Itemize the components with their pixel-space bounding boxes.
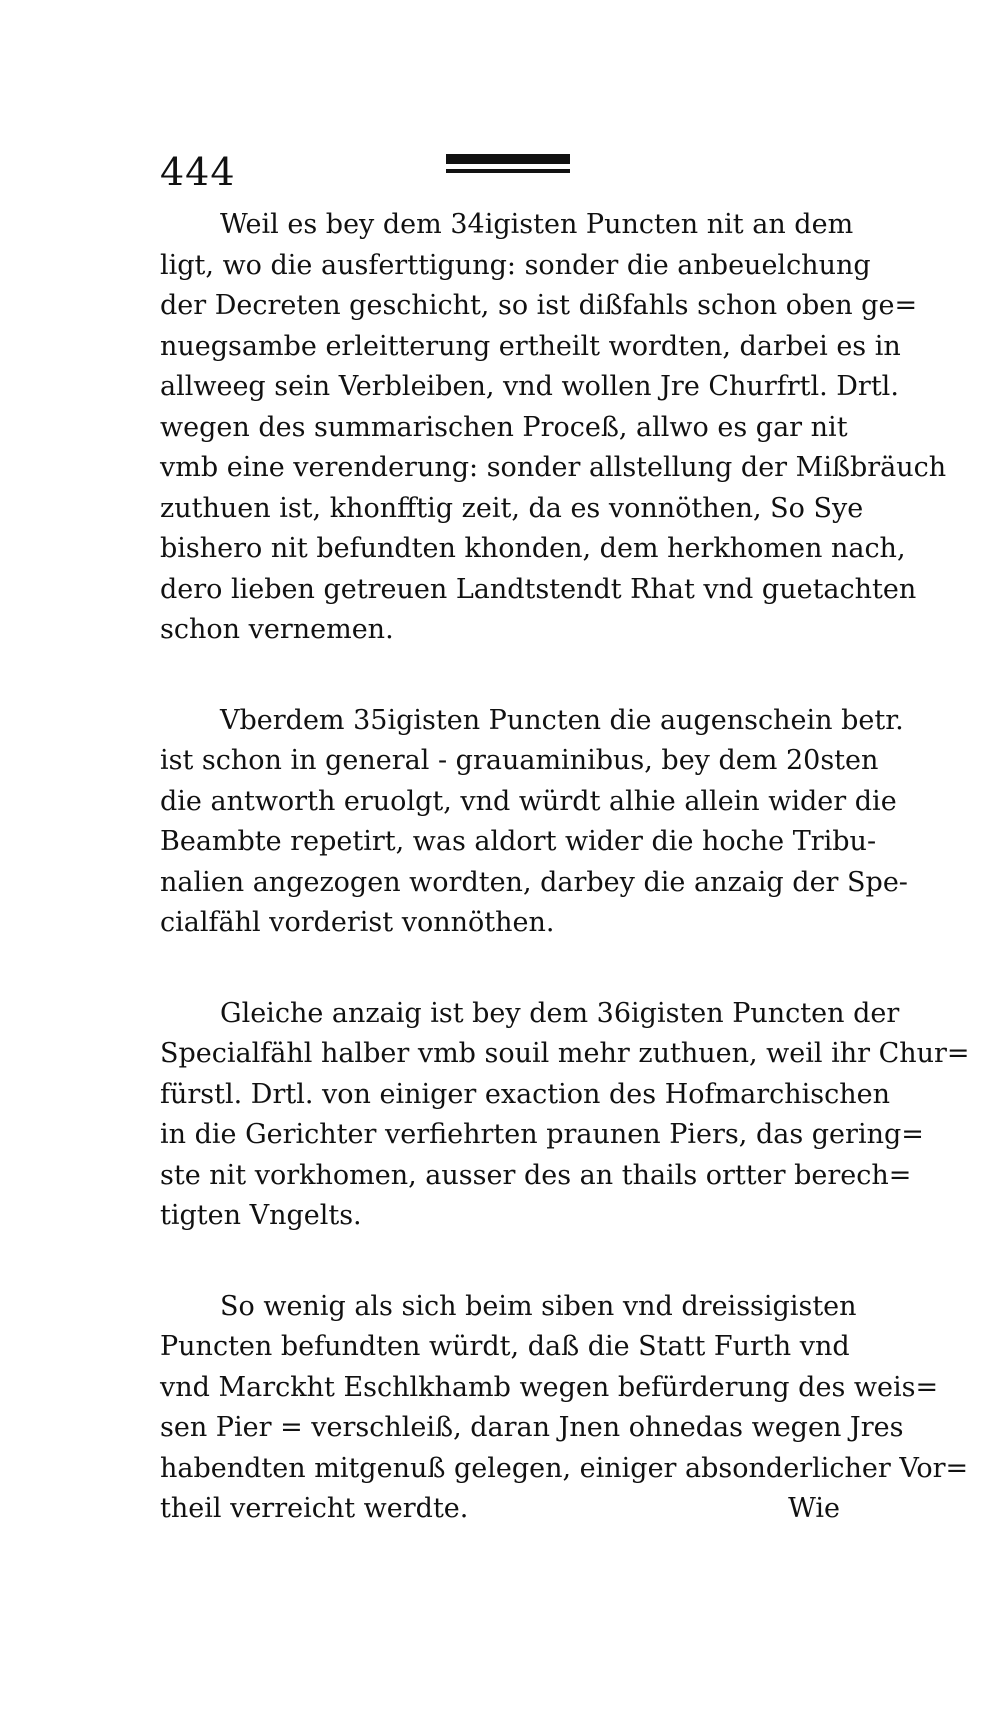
ornament-thin-bar bbox=[446, 169, 570, 173]
text-line: nalien angezogen wordten, darbey die anzaig der Spe- bbox=[160, 866, 908, 898]
text-line: cialfähl vorderist vonnöthen. bbox=[160, 907, 555, 938]
catchword: Wie bbox=[788, 1493, 840, 1524]
text-line: ist schon in general - grauaminibus, bey dem 20sten bbox=[160, 745, 879, 776]
text-line: dero lieben getreuen Landtstendt Rhat vnd guetachten bbox=[160, 573, 917, 605]
text-line: schon vernemen. bbox=[160, 614, 394, 645]
ornament-thick-bar bbox=[446, 154, 570, 164]
paragraph-37 bbox=[160, 1287, 969, 1530]
page-number: 444 bbox=[160, 150, 236, 194]
text-line: Specialfähl halber vmb souil mehr zuthuen, weil ihr Chur= bbox=[160, 1038, 970, 1069]
text-line: habendten mitgenuß gelegen, einiger absonderlicher Vor= bbox=[160, 1452, 969, 1484]
text-line: wegen des summarischen Proceß, allwo es gar nit bbox=[160, 411, 848, 443]
page-header bbox=[160, 150, 840, 210]
text-line: So wenig als sich beim siben vnd dreissigisten bbox=[220, 1290, 857, 1322]
text-line: ste nit vorkhomen, ausser des an thails ortter berech= bbox=[160, 1159, 912, 1191]
paragraph-gap bbox=[160, 651, 840, 701]
text-line: theil verreicht werdte. bbox=[160, 1493, 469, 1524]
text-line: zuthuen ist, khonfftig zeit, da es vonnöthen, So Sye bbox=[160, 492, 864, 524]
text-line: Gleiche anzaig ist bey dem 36igisten Puncten der bbox=[220, 997, 900, 1029]
paragraph-36 bbox=[160, 994, 970, 1237]
paragraph-gap bbox=[160, 1237, 840, 1287]
text-line: Beambte repetirt, was aldort wider die hoche Tribu- bbox=[160, 826, 877, 857]
text-line: Puncten befundten würdt, daß die Statt Furth vnd bbox=[160, 1331, 850, 1362]
text-line: Vberdem 35igisten Puncten die augenschein betr. bbox=[220, 704, 904, 736]
text-line: nuegsambe erleitterung ertheilt wordten, darbei es in bbox=[160, 330, 901, 362]
text-line: fürstl. Drtl. von einiger exaction des Hofmarchischen bbox=[160, 1078, 890, 1110]
text-line: tigten Vngelts. bbox=[160, 1200, 362, 1231]
text-line: die antworth eruolgt, vnd würdt alhie allein wider die bbox=[160, 785, 897, 817]
text-line: ligt, wo die ausferttigung: sonder die anbeuelchung bbox=[160, 249, 871, 281]
paragraph-34 bbox=[160, 205, 947, 651]
text-line: vmb eine verenderung: sonder allstellung der Mißbräuch bbox=[160, 452, 947, 483]
text-line: sen Pier = verschleiß, daran Jnen ohnedas wegen Jres bbox=[160, 1412, 904, 1443]
paragraph-35 bbox=[160, 701, 908, 944]
text-line: allweeg sein Verbleiben, vnd wollen Jre Churfrtl. Drtl. bbox=[160, 371, 899, 402]
text-line: Weil es bey dem 34igisten Puncten nit an dem bbox=[220, 209, 854, 240]
paragraph-gap bbox=[160, 944, 840, 994]
text-line: der Decreten geschicht, so ist dißfahls schon oben ge= bbox=[160, 290, 918, 321]
header-ornament-rule bbox=[446, 154, 570, 178]
text-line: vnd Marckht Eschlkhamb wegen befürderung des weis= bbox=[160, 1371, 939, 1403]
body-text bbox=[160, 205, 970, 1530]
final-line bbox=[160, 1489, 840, 1530]
text-line: in die Gerichter verfiehrten praunen Piers, das gering= bbox=[160, 1119, 924, 1150]
text-line: bishero nit befundten khonden, dem herkhomen nach, bbox=[160, 533, 906, 564]
